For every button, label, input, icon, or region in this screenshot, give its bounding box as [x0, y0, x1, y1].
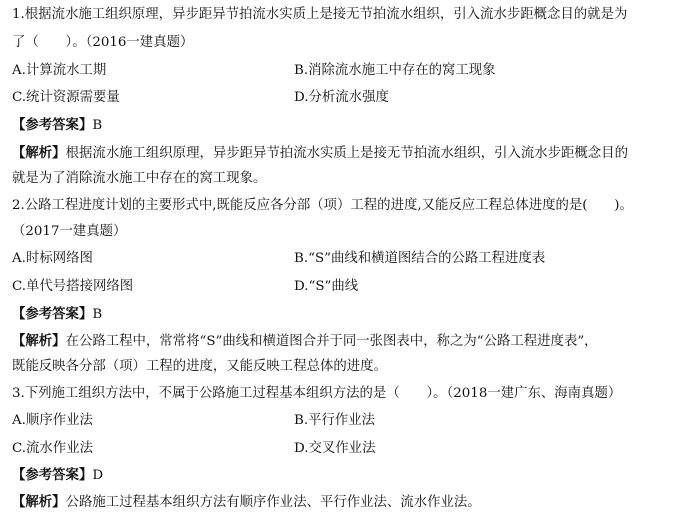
q2-analysis-line-1	[12, 332, 679, 350]
q3-analysis-line-1	[12, 493, 679, 511]
q1-answer	[12, 116, 679, 134]
q3-option-c: C.流水作业法	[12, 441, 93, 456]
q1-analysis-line-2: 就是为了消除流水施工中存在的窝工现象。	[12, 171, 267, 186]
q1-analysis-line-1	[12, 144, 679, 162]
q1-options-row-1	[12, 62, 679, 80]
q3-answer-label: 【参考答案】	[12, 467, 93, 483]
q3-stem-line-1: 3.下列施工组织方法中，不属于公路施工过程基本组织方法的是（ ）。（2018一建广东、海南真题）	[12, 386, 622, 401]
q2-answer-value: B	[92, 307, 103, 322]
q2-answer-label: 【参考答案】	[12, 306, 93, 322]
q2-option-b: B.“S”曲线和横道图结合的公路工程进度表	[294, 251, 546, 266]
q1-stem-line-2: 了（ ）。（2016一建真题）	[12, 35, 194, 50]
q1-analysis-text-1: 根据流水施工组织原理，异步距异节拍流水实质上是接无节拍流水组织，引入流水步距概念目的	[65, 146, 628, 161]
q2-options-row-2	[12, 278, 679, 296]
q2-analysis-line-2: 既能反映各分部（项）工程的进度，又能反映工程总体的进度。	[12, 359, 387, 374]
q2-stem-line-1: 2.公路工程进度计划的主要形式中,既能反应各分部（项）工程的进度,又能反应工程总体进度的是( )。	[12, 198, 633, 213]
q3-option-b: B.平行作业法	[294, 413, 376, 428]
q1-option-d: D.分析流水强度	[294, 90, 389, 105]
q3-analysis-label: 【解析】	[12, 494, 66, 510]
q3-answer-value: D	[92, 468, 104, 483]
q2-option-d: D.“S”曲线	[294, 279, 359, 294]
q1-stem-line-1: 1.根据流水施工组织原理，异步距异节拍流水实质上是接无节拍流水组织，引入流水步距概念目的就是为	[12, 7, 628, 22]
q3-option-a: A.顺序作业法	[12, 413, 93, 428]
q1-option-a: A.计算流水工期	[12, 63, 107, 78]
q2-option-a: A.时标网络图	[12, 251, 93, 266]
q2-options-row-1	[12, 250, 679, 268]
q1-answer-label: 【参考答案】	[12, 117, 93, 133]
q2-answer	[12, 305, 679, 323]
q3-options-row-2	[12, 440, 679, 458]
q2-analysis-label: 【解析】	[12, 333, 66, 349]
q2-stem-line-2: （2017一建真题）	[12, 224, 127, 239]
q1-analysis-label: 【解析】	[12, 145, 66, 161]
q3-answer	[12, 466, 679, 484]
q3-analysis-text-1: 公路施工过程基本组织方法有顺序作业法、平行作业法、流水作业法。	[65, 495, 481, 510]
q1-answer-value: B	[92, 118, 103, 133]
q2-analysis-text-1: 在公路工程中，常常将“S”曲线和横道图合并于同一张图表中，称之为“公路工程进度表”，	[65, 334, 598, 349]
q1-option-b: B.消除流水施工中存在的窝工现象	[294, 63, 496, 78]
q1-options-row-2	[12, 89, 679, 107]
q1-option-c: C.统计资源需要量	[12, 90, 120, 105]
q3-option-d: D.交叉作业法	[294, 441, 376, 456]
q3-options-row-1	[12, 412, 679, 430]
q2-option-c: C.单代号搭接网络图	[12, 279, 134, 294]
